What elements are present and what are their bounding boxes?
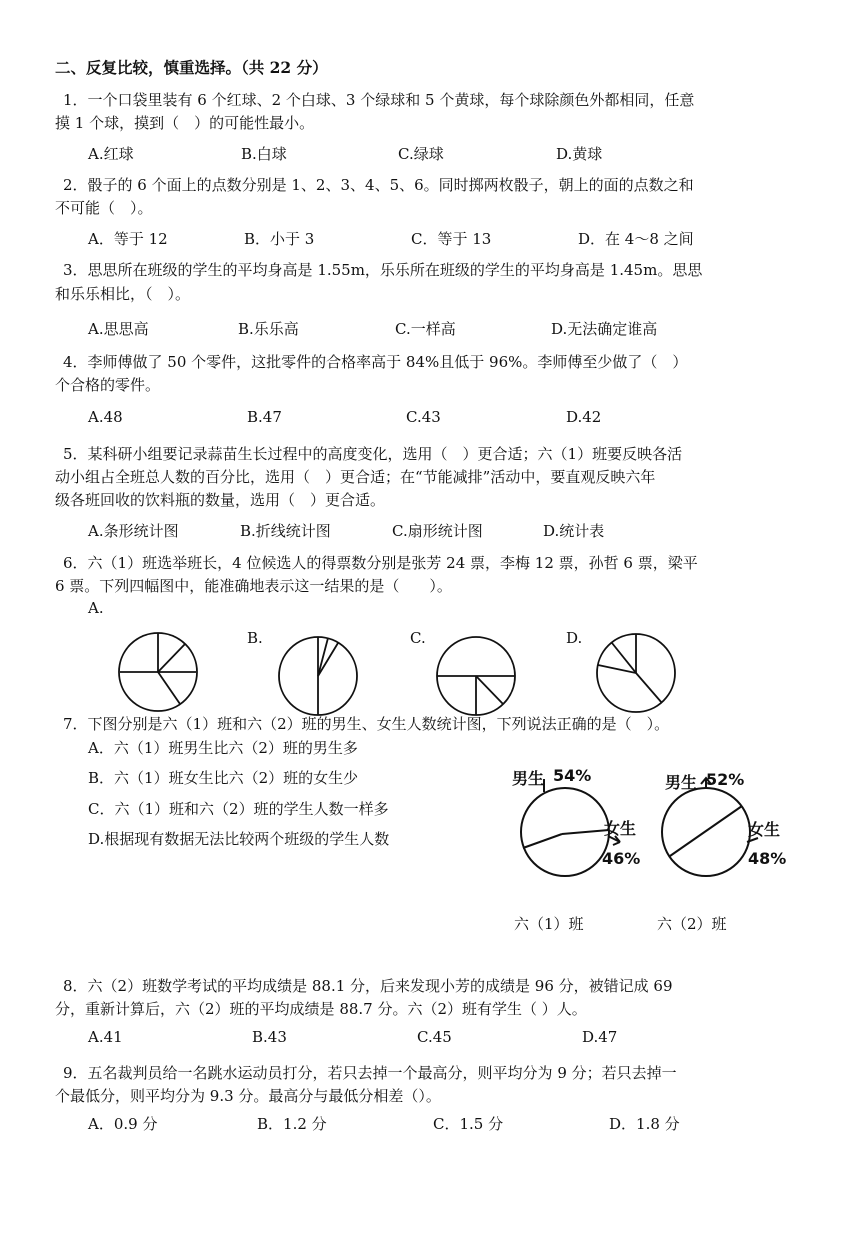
section-title: 二、反复比较，慎重选择。（共 22 分） — [55, 58, 328, 77]
q7-class2-girl-label: 女生 — [748, 820, 781, 839]
q6-option-c[interactable]: C. — [410, 629, 426, 647]
q8-option-d[interactable]: D.47 — [582, 1028, 618, 1046]
q7-class1-boy-pct: 54% — [553, 766, 592, 785]
q6-pie-b[interactable] — [279, 637, 357, 715]
q6-pie-diagrams — [0, 610, 860, 730]
q3-option-b[interactable]: B.乐乐高 — [238, 320, 299, 338]
q1-option-c[interactable]: C.绿球 — [398, 145, 444, 163]
q9-line-2: 个最低分，则平均分为 9.3 分。最高分与最低分相差（）。 — [55, 1087, 441, 1105]
q4-option-b[interactable]: B.47 — [247, 408, 282, 426]
q2-line-2: 不可能（ ）。 — [55, 199, 153, 217]
q4-option-d[interactable]: D.42 — [566, 408, 602, 426]
q1-line-2: 摸 1 个球，摸到（ ）的可能性最小。 — [55, 114, 315, 132]
q2-line-1: 2．骰子的 6 个面上的点数分别是 1、2、3、4、5、6。同时掷两枚骰子，朝上的面的点数之和 — [63, 176, 694, 194]
q8-line-1: 8．六（2）班数学考试的平均成绩是 88.1 分，后来发现小芳的成绩是 96 分，被错记成 69 — [63, 977, 673, 995]
q6-pie-a[interactable] — [119, 633, 197, 711]
q5-option-b[interactable]: B.折线统计图 — [240, 522, 331, 540]
q7-class2-girl-pct: 48% — [748, 849, 787, 868]
q6-option-a[interactable]: A. — [88, 599, 104, 617]
q7-class2-caption: 六（2）班 — [657, 915, 727, 933]
q8-option-a[interactable]: A.41 — [88, 1028, 123, 1046]
q7-option-a[interactable]: A．六（1）班男生比六（2）班的男生多 — [88, 739, 358, 757]
q7-class1-boy-label: 男生 — [512, 769, 545, 788]
q6-option-d[interactable]: D. — [566, 629, 583, 647]
q7-option-d[interactable]: D.根据现有数据无法比较两个班级的学生人数 — [88, 830, 390, 848]
q5-option-a[interactable]: A.条形统计图 — [88, 522, 179, 540]
q7-class2-boy-pct: 52% — [706, 770, 745, 789]
q9-option-d[interactable]: D．1.8 分 — [609, 1115, 680, 1133]
q5-line-3: 级各班回收的饮料瓶的数量，选用（ ）更合适。 — [55, 491, 386, 509]
q8-option-b[interactable]: B.43 — [252, 1028, 287, 1046]
q6-pie-c[interactable] — [437, 637, 515, 715]
q9-option-a[interactable]: A．0.9 分 — [88, 1115, 158, 1133]
q4-line-2: 个合格的零件。 — [55, 376, 161, 394]
q4-option-a[interactable]: A.48 — [88, 408, 123, 426]
q9-option-b[interactable]: B．1.2 分 — [257, 1115, 327, 1133]
q3-line-1: 3．思思所在班级的学生的平均身高是 1.55m，乐乐所在班级的学生的平均身高是 1.45m。思思 — [63, 261, 703, 279]
q6-option-b[interactable]: B. — [247, 629, 263, 647]
q9-option-c[interactable]: C．1.5 分 — [433, 1115, 504, 1133]
q9-line-1: 9．五名裁判员给一名跳水运动员打分，若只去掉一个最高分，则平均分为 9 分；若只去掉一 — [63, 1064, 677, 1082]
q2-option-c[interactable]: C．等于 13 — [411, 230, 492, 248]
q5-option-c[interactable]: C.扇形统计图 — [392, 522, 483, 540]
q6-line-1: 6．六（1）班选举班长，4 位候选人的得票数分别是张芳 24 票，李梅 12 票，孙哲 6 票，梁平 — [63, 554, 698, 572]
q1-option-b[interactable]: B.白球 — [241, 145, 287, 163]
q4-line-1: 4．李师傅做了 50 个零件，这批零件的合格率高于 84%且低于 96%。李师傅至少做了（ ） — [63, 353, 688, 371]
q1-line-1: 1．一个口袋里装有 6 个红球、2 个白球、3 个绿球和 5 个黄球，每个球除颜色外都相同，任意 — [63, 91, 695, 109]
q2-option-a[interactable]: A．等于 12 — [88, 230, 168, 248]
q7-line-1: 7．下图分别是六（1）班和六（2）班的男生、女生人数统计图，下列说法正确的是（ ）。 — [63, 715, 670, 733]
q1-option-a[interactable]: A.红球 — [88, 145, 134, 163]
q5-line-1: 5．某科研小组要记录蒜苗生长过程中的高度变化，选用（ ）更合适；六（1）班要反映各活 — [63, 445, 683, 463]
q7-option-b[interactable]: B．六（1）班女生比六（2）班的女生少 — [88, 769, 359, 787]
q2-option-d[interactable]: D．在 4～8 之间 — [578, 230, 694, 248]
q7-class1-girl-label: 女生 — [604, 819, 637, 838]
q7-class2-boy-label: 男生 — [665, 773, 698, 792]
q3-option-c[interactable]: C.一样高 — [395, 320, 456, 338]
q8-line-2: 分，重新计算后，六（2）班的平均成绩是 88.7 分。六（2）班有学生（ ）人。 — [55, 1000, 587, 1018]
q2-option-b[interactable]: B．小于 3 — [244, 230, 315, 248]
q5-option-d[interactable]: D.统计表 — [543, 522, 605, 540]
q7-class1-girl-pct: 46% — [602, 849, 641, 868]
q3-option-a[interactable]: A.思思高 — [88, 320, 149, 338]
q1-option-d[interactable]: D.黄球 — [556, 145, 603, 163]
q6-pie-d[interactable] — [597, 634, 675, 712]
q8-option-c[interactable]: C.45 — [417, 1028, 452, 1046]
q4-option-c[interactable]: C.43 — [406, 408, 441, 426]
q7-option-c[interactable]: C．六（1）班和六（2）班的学生人数一样多 — [88, 800, 389, 818]
q7-class1-caption: 六（1）班 — [514, 915, 584, 933]
q5-line-2: 动小组占全班总人数的百分比，选用（ ）更合适；在“节能减排”活动中，要直观反映六年 — [55, 468, 656, 486]
q6-line-2: 6 票。下列四幅图中，能准确地表示这一结果的是（ ）。 — [55, 577, 452, 595]
q3-option-d[interactable]: D.无法确定谁高 — [551, 320, 658, 338]
q3-line-2: 和乐乐相比，（ ）。 — [55, 285, 191, 303]
